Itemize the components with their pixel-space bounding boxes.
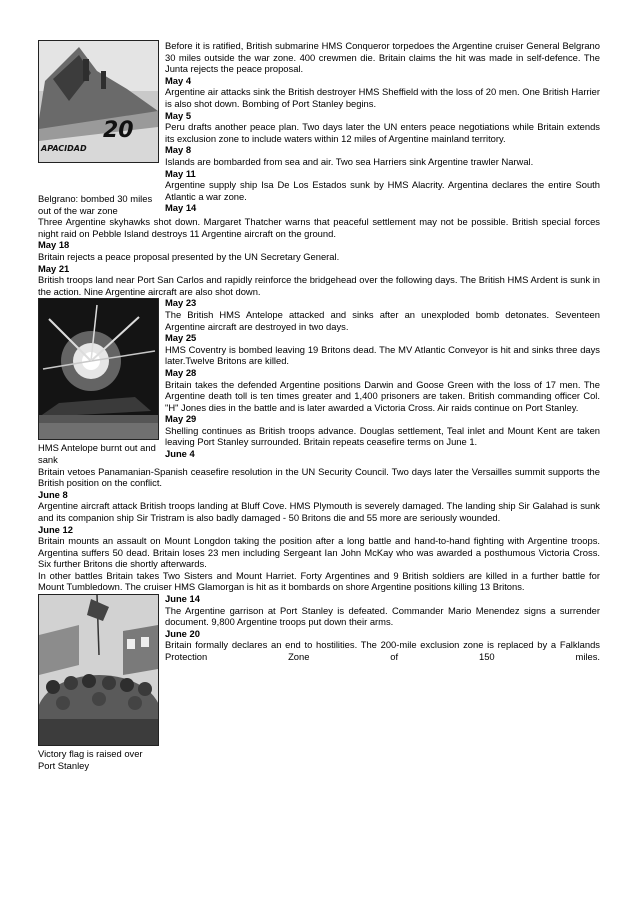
entry-date: June 12 <box>38 523 73 535</box>
entry-text: Peru drafts another peace plan. Two days later the UN enters peace negotiations while Britain extends its exclusion zone to include waters within 12 miles of Argentine mainland territory. <box>165 121 600 144</box>
entry-text: British troops land near Port San Carlos and rapidly reinforce the bridgehead over the following days. The British HMS Ardent is sunk in the action. Nine Argentine aircraft are also shot down. <box>38 274 600 297</box>
antelope-photo <box>38 298 159 440</box>
victory-caption: Victory flag is raised over Port Stanley <box>38 748 143 771</box>
entry-text: Britain rejects a peace proposal presented by the UN Secretary General. <box>38 250 340 262</box>
entry-date: May 28 <box>165 366 197 378</box>
belgrano-photo <box>38 40 159 163</box>
entry-date: May 4 <box>165 74 192 86</box>
entry-text: Britain takes the defended Argentine positions Darwin and Goose Green with the loss of 17 men. The Argentine death toll is ten times greater and 1,400 prisoners are taken. British commanding officer Col. "H" Jones dies in the battle and is later awarded a Victoria Cross. Air raids continue on Port Stanley. <box>165 378 600 413</box>
victory-figure <box>38 593 159 771</box>
entry-date: May 14 <box>165 202 197 214</box>
antelope-figure <box>38 297 159 465</box>
entry-text: Britain vetoes Panamanian-Spanish ceasefire resolution in the UN Security Council. Two days later the Versailles summit supports the British position on the conflict. <box>38 465 600 489</box>
entry-text: Britain formally declares an end to hostilities. The 200-mile exclusion zone is replaced by a Falklands Protection Zone of 150 miles. <box>165 639 600 663</box>
entry-text: Argentine aircraft attack British troops landing at Bluff Cove. HMS Plymouth is severely damaged. The landing ship Sir Galahad is sunk and its companion ship Sir Tristram is also badly damaged - 50 Britons die and 55 more are seriously wounded. <box>38 500 600 523</box>
entry-text: Before it is ratified, British submarine HMS Conqueror torpedoes the Argentine cruiser General Belgrano 30 miles outside the war zone. 400 crewmen die. Britain claims the hit was made in self-defence. The Junta rejects the peace proposal. <box>165 40 600 75</box>
antelope-caption: HMS Antelope burnt out and sank <box>38 442 156 465</box>
entry-text: Argentine supply ship Isa De Los Estados sunk by HMS Alacrity. Argentina declares the entire South Atlantic a war zone. <box>165 179 600 202</box>
entry-date: June 14 <box>165 593 200 605</box>
entry-date: June 4 <box>165 448 195 460</box>
entry-text: The British HMS Antelope attacked and sinks after an unexploded bomb detonates. Seventeen Argentine aircraft are destroyed in two days. <box>165 308 600 332</box>
hull-lettering: APACIDAD <box>41 144 87 153</box>
entry-text: In other battles Britain takes Two Sisters and Mount Harriet. Forty Argentines and 9 British soldiers are killed in a further battle for Mount Tumbledown. The cruiser HMS Glamorgan is hit as it bombards on shore Argentine positions killing 13 Britons. <box>38 569 600 593</box>
belgrano-caption: Belgrano: bombed 30 miles out of the war zone <box>38 193 153 216</box>
antelope-image <box>39 299 158 439</box>
entry-text: The Argentine garrison at Port Stanley is defeated. Commander Mario Menendez signs a surrender document. 9,800 Argentine troops put down their arms. <box>165 604 600 628</box>
entry-text: Britain mounts an assault on Mount Longdon taking the position after a long battle and hand-to-hand fighting with Argentine troops. Argentina suffers 50 dead. Britain loses 23 men including Sergeant Ian John McKay who was awarded a posthumous Victoria Cross. Six further Britons die shortly afterwards. <box>38 535 600 570</box>
victory-image <box>39 595 158 745</box>
entry-date: May 25 <box>165 332 197 344</box>
entry-date: June 20 <box>165 627 200 639</box>
entry-text: Argentine air attacks sink the British destroyer HMS Sheffield with the loss of 20 men. One British Harrier is also shot down. Bombing of Port Stanley begins. <box>165 86 600 109</box>
entry-text: Shelling continues as British troops advance. Douglas settlement, Teal inlet and Mount Kent are taken leaving Port Stanley surrounded. Britain repeats ceasefire terms on June 1. <box>165 424 600 448</box>
belgrano-figure <box>38 40 159 216</box>
entry-date: May 11 <box>165 167 196 179</box>
belgrano-image <box>39 41 158 162</box>
entry-date: June 8 <box>38 488 68 500</box>
entry-date: May 18 <box>38 239 70 251</box>
victory-photo <box>38 594 159 746</box>
entry-text: Islands are bombarded from sea and air. Two sea Harriers sink Argentine trawler Narwal. <box>165 155 534 167</box>
document-page <box>38 40 600 771</box>
entry-date: May 5 <box>165 109 192 121</box>
entry-date: May 21 <box>38 262 70 274</box>
entry-date: May 23 <box>165 297 197 309</box>
entry-date: May 29 <box>165 413 197 425</box>
entry-date: May 8 <box>165 144 192 156</box>
hull-number: 20 <box>103 118 134 143</box>
entry-text: HMS Coventry is bombed leaving 19 Britons dead. The MV Atlantic Conveyor is hit and sinks three days later.Twelve Britons are killed. <box>165 343 600 367</box>
entry-text: Three Argentine skyhawks shot down. Margaret Thatcher warns that peaceful settlement may not be possible. British special forces night raid on Pebble Island destroys 11 Argentine aircraft on the ground. <box>38 216 600 239</box>
